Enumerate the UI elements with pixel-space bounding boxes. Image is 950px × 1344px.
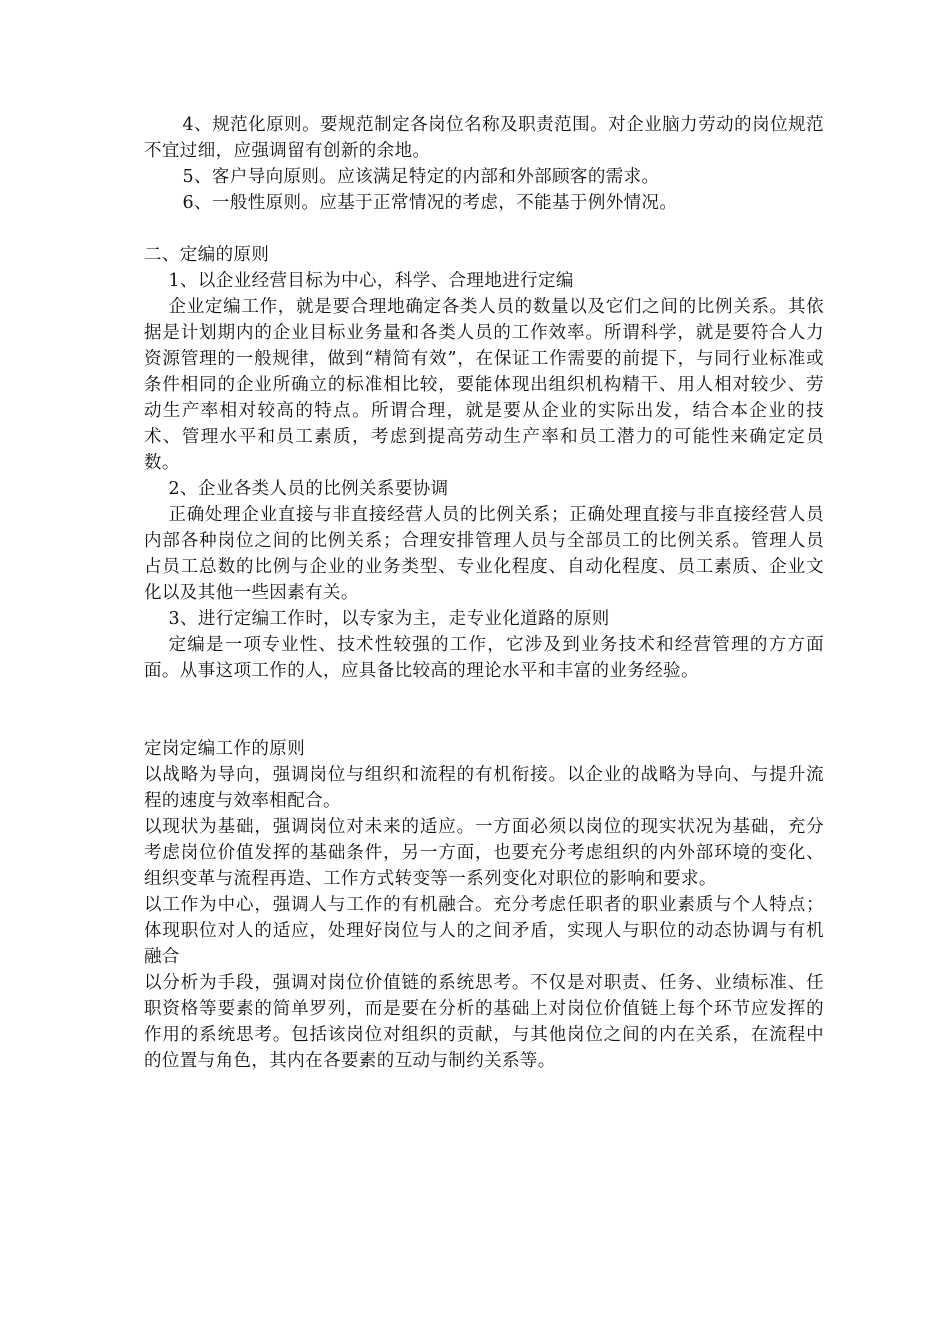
principle-strategy: 以战略为导向，强调岗位与组织和流程的有机衔接。以企业的战略为导向、与提升流程的速度与效率相配合。 [144,765,824,811]
paragraph-2: 正确处理企业直接与非直接经营人员的比例关系；正确处理直接与非直接经营人员内部各种岗位之间的比例关系；合理安排管理人员与全部员工的比例关系。管理人员占员工总数的比例与企业的业务类型、专业化程度、自动化程度、员工素质、企业文化以及其他一些因素有关。 [144,505,824,603]
principle-work-centered: 以工作为中心，强调人与工作的有机融合。充分考虑任职者的职业素质与个人特点；体现职位对人的适应，处理好岗位与人的之间矛盾，实现人与职位的动态协调与有机融合 [144,895,824,967]
paragraph-3: 定编是一项专业性、技术性较强的工作，它涉及到业务技术和经营管理的方方面面。从事这项工作的人，应具备比较高的理论水平和丰富的业务经验。 [144,635,824,681]
principle-current-status: 以现状为基础，强调岗位对未来的适应。一方面必须以岗位的现实状况为基础，充分考虑岗位价值发挥的基础条件，另一方面，也要充分考虑组织的内外部环境的变化、组织变革与流程再造、工作方式转变等一系列变化对职位的影响和要求。 [144,817,824,889]
spacer [144,216,824,242]
subheading-2: 2、企业各类人员的比例关系要协调 [168,479,449,499]
section-heading-staffing-principles: 二、定编的原则 [144,245,270,265]
principle-analysis: 以分析为手段，强调对岗位价值链的系统思考。不仅是对职责、任务、业绩标准、任职资格等要素的简单罗列，而是要在分析的基础上对岗位价值链上每个环节应发挥的作用的系统思考。包括该岗位对组织的贡献，与其他岗位之间的内在关系，在流程中的位置与角色，其内在各要素的互动与制约关系等。 [144,973,824,1071]
section-heading-post-principles: 定岗定编工作的原则 [144,739,306,759]
principle-item-4: 4、规范化原则。要规范制定各岗位名称及职责范围。对企业脑力劳动的岗位规范不宜过细，应强调留有创新的余地。 [144,115,824,161]
paragraph-1: 企业定编工作，就是要合理地确定各类人员的数量以及它们之间的比例关系。其依据是计划期内的企业目标业务量和各类人员的工作效率。所谓科学，就是要符合人力资源管理的一般规律，做到“精简有效”，在保证工作需要的前提下，与同行业标准或条件相同的企业所确立的标准相比较，要能体现出组织机构精干、用人相对较少、劳动生产率相对较高的特点。所谓合理，就是要从企业的实际出发，结合本企业的技术、管理水平和员工素质，考虑到提高劳动生产率和员工潜力的可能性来确定定员数。 [144,297,824,473]
document-page [144,112,824,1074]
principle-item-6: 6、一般性原则。应基于正常情况的考虑，不能基于例外情况。 [182,193,678,213]
principle-item-5: 5、客户导向原则。应该满足特定的内部和外部顾客的需求。 [182,167,660,187]
subheading-3: 3、进行定编工作时，以专家为主，走专业化道路的原则 [168,609,610,629]
subheading-1: 1、以企业经营目标为中心，科学、合理地进行定编 [168,271,574,291]
spacer [144,684,824,736]
